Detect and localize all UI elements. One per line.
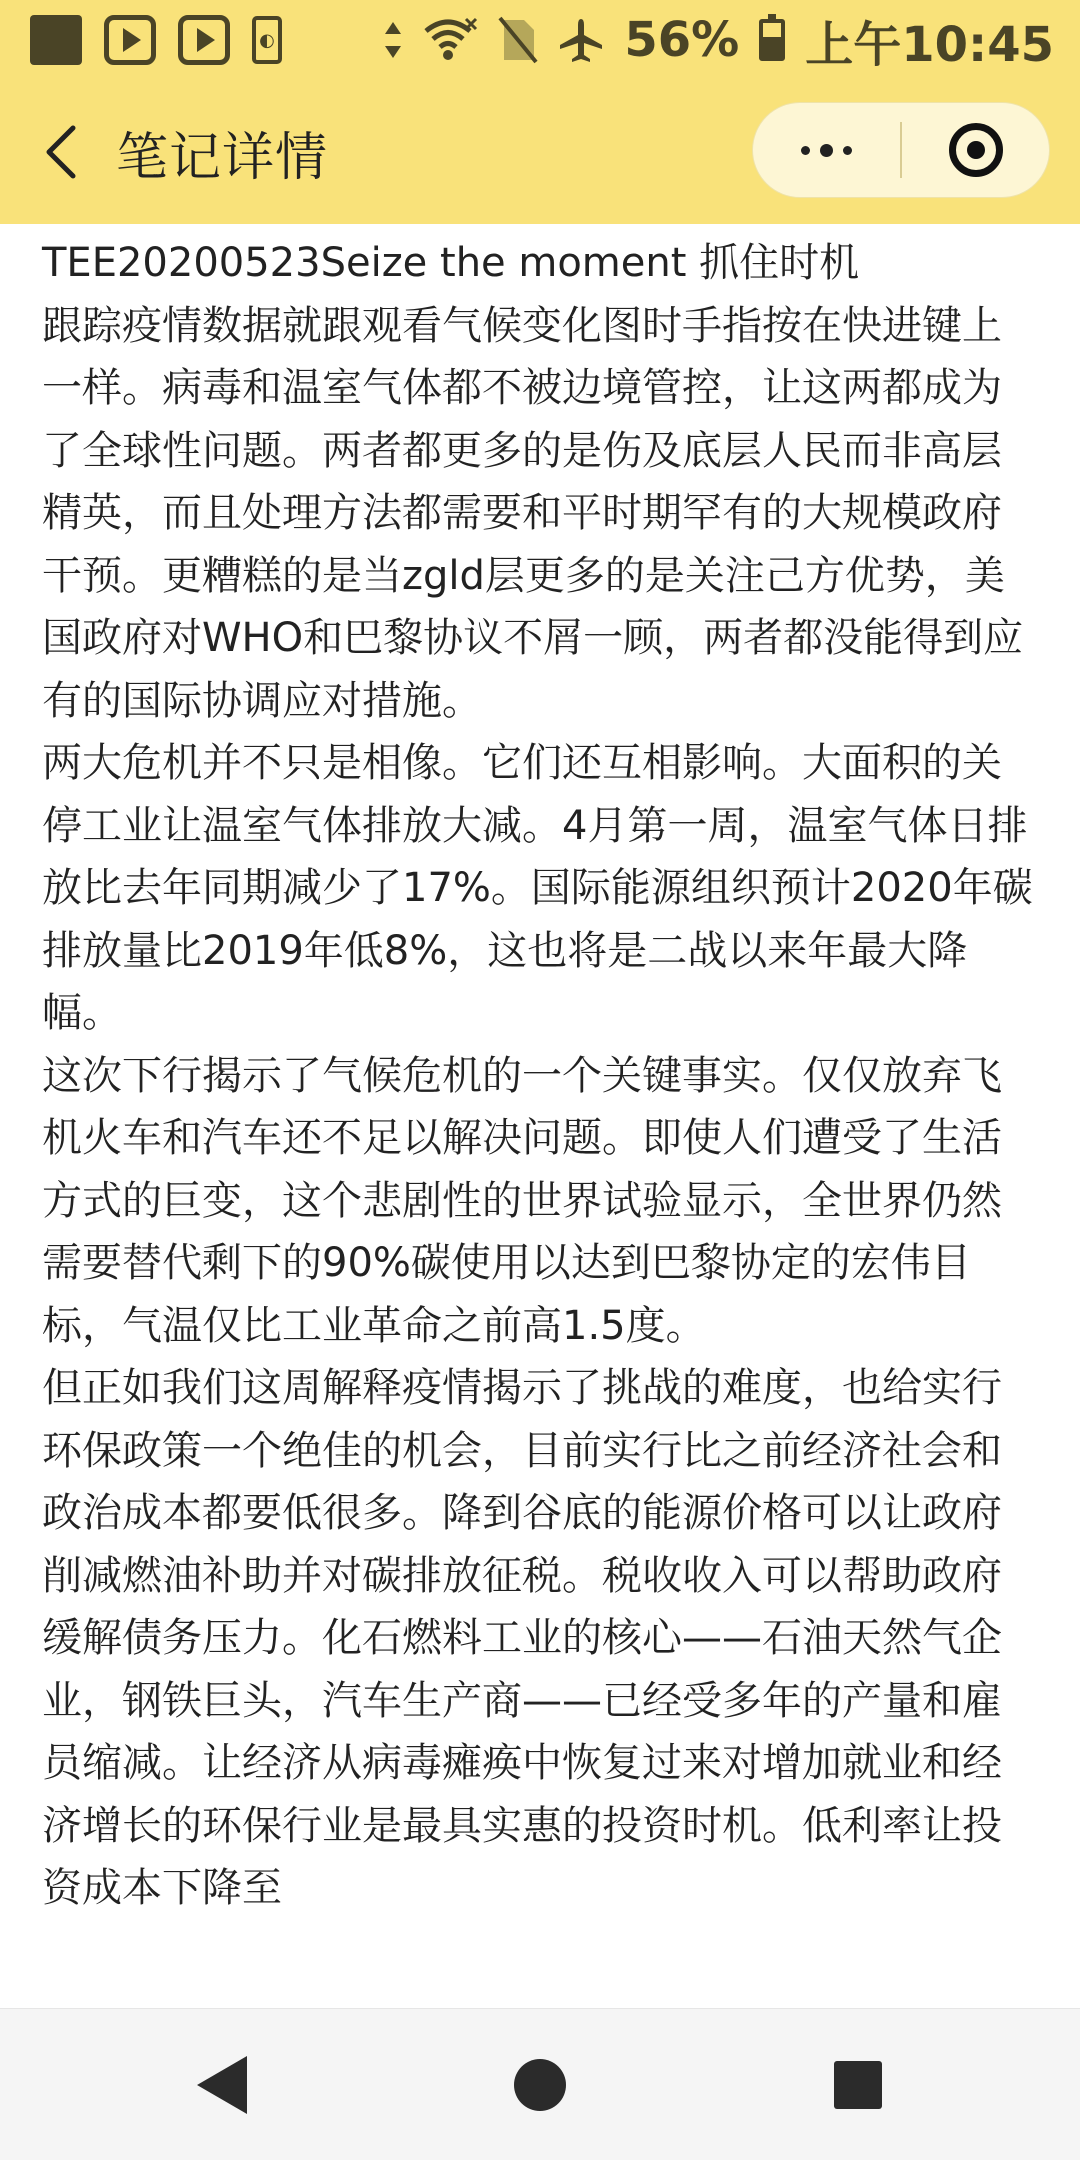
wifi-icon [422, 17, 478, 63]
mini-program-capsule [752, 102, 1050, 198]
nav-back-button[interactable] [142, 2009, 302, 2161]
status-bar-system [384, 6, 1054, 75]
status-bar-notifications [30, 15, 282, 65]
nav-home-button[interactable] [460, 2009, 620, 2161]
battery-icon [759, 19, 785, 61]
chevron-left-icon [43, 124, 77, 180]
page-title: 笔记详情 [116, 127, 329, 188]
nav-recents-button[interactable] [778, 2009, 938, 2161]
data-arrows-icon [384, 20, 402, 60]
battery-percent: 56% [624, 12, 740, 68]
note-paragraph: 两大危机并不只是相像。它们还互相影响。大面积的关停工业让温室气体排放大减。4月第一周，温室气体日排放比去年同期减少了17%。国际能源组织预计2020年碳排放量比2019年低8%，这也将是二战以来年最大降幅。 [42, 740, 1033, 1036]
video-app-icon [178, 15, 230, 65]
note-paragraph: 跟踪疫情数据就跟观看气候变化图时手指按在快进键上一样。病毒和温室气体都不被边境管控，让这两都成为了全球性问题。两者都更多的是伤及底层人民而非高层精英，而且处理方法都需要和平时期罕有的大规模政府干预。更糟糕的是当zgld层更多的是关注己方优势，美国政府对WHO和巴黎协议不屑一顾，两者都没能得到应有的国际协调应对措施。 [42, 302, 1024, 724]
status-bar [0, 0, 1080, 80]
video-app-icon [104, 15, 156, 65]
note-content[interactable] [0, 224, 1080, 2008]
circle-home-icon [514, 2059, 566, 2111]
note-paragraph: 但正如我们这周解释疫情揭示了挑战的难度，也给实行环保政策一个绝佳的机会，目前实行比之前经济社会和政治成本都要低很多。降到谷底的能源价格可以让政府削减燃油补助并对碳排放征税。税收收入可以帮助政府缓解债务压力。化石燃料工业的核心——石油天然气企业，钢铁巨头，汽车生产商——已经受多年的产量和雇员缩减。让经济从病毒瘫痪中恢复过来对增加就业和经济增长的环保行业是最具实惠的投资时机。低利率让投资成本下降至 [42, 1365, 1002, 1911]
no-sim-icon [498, 16, 538, 64]
back-button[interactable] [40, 122, 80, 182]
note-paragraph: 这次下行揭示了气候危机的一个关键事实。仅仅放弃飞机火车和汽车还不足以解决问题。即使人们遭受了生活方式的巨变，这个悲剧性的世界试验显示，全世界仍然需要替代剩下的90%碳使用以达到巴黎协定的宏伟目标，气温仅比工业革命之前高1.5度。 [42, 1052, 1002, 1349]
sim-card-icon: ◐ [252, 16, 282, 64]
airplane-icon [558, 17, 604, 63]
more-dots-icon [801, 144, 852, 157]
title-bar [0, 80, 1080, 224]
triangle-back-icon [197, 2056, 247, 2114]
target-circle-icon [949, 123, 1003, 177]
more-button[interactable] [753, 103, 900, 197]
close-mini-program-button[interactable] [902, 103, 1049, 197]
system-navigation-bar [0, 2008, 1080, 2160]
note-title-line: TEE20200523Seize the moment 抓住时机 [42, 240, 860, 286]
square-recents-icon [834, 2061, 882, 2109]
clock: 上午10:45 [805, 16, 1054, 73]
notification-square-icon [30, 15, 82, 65]
